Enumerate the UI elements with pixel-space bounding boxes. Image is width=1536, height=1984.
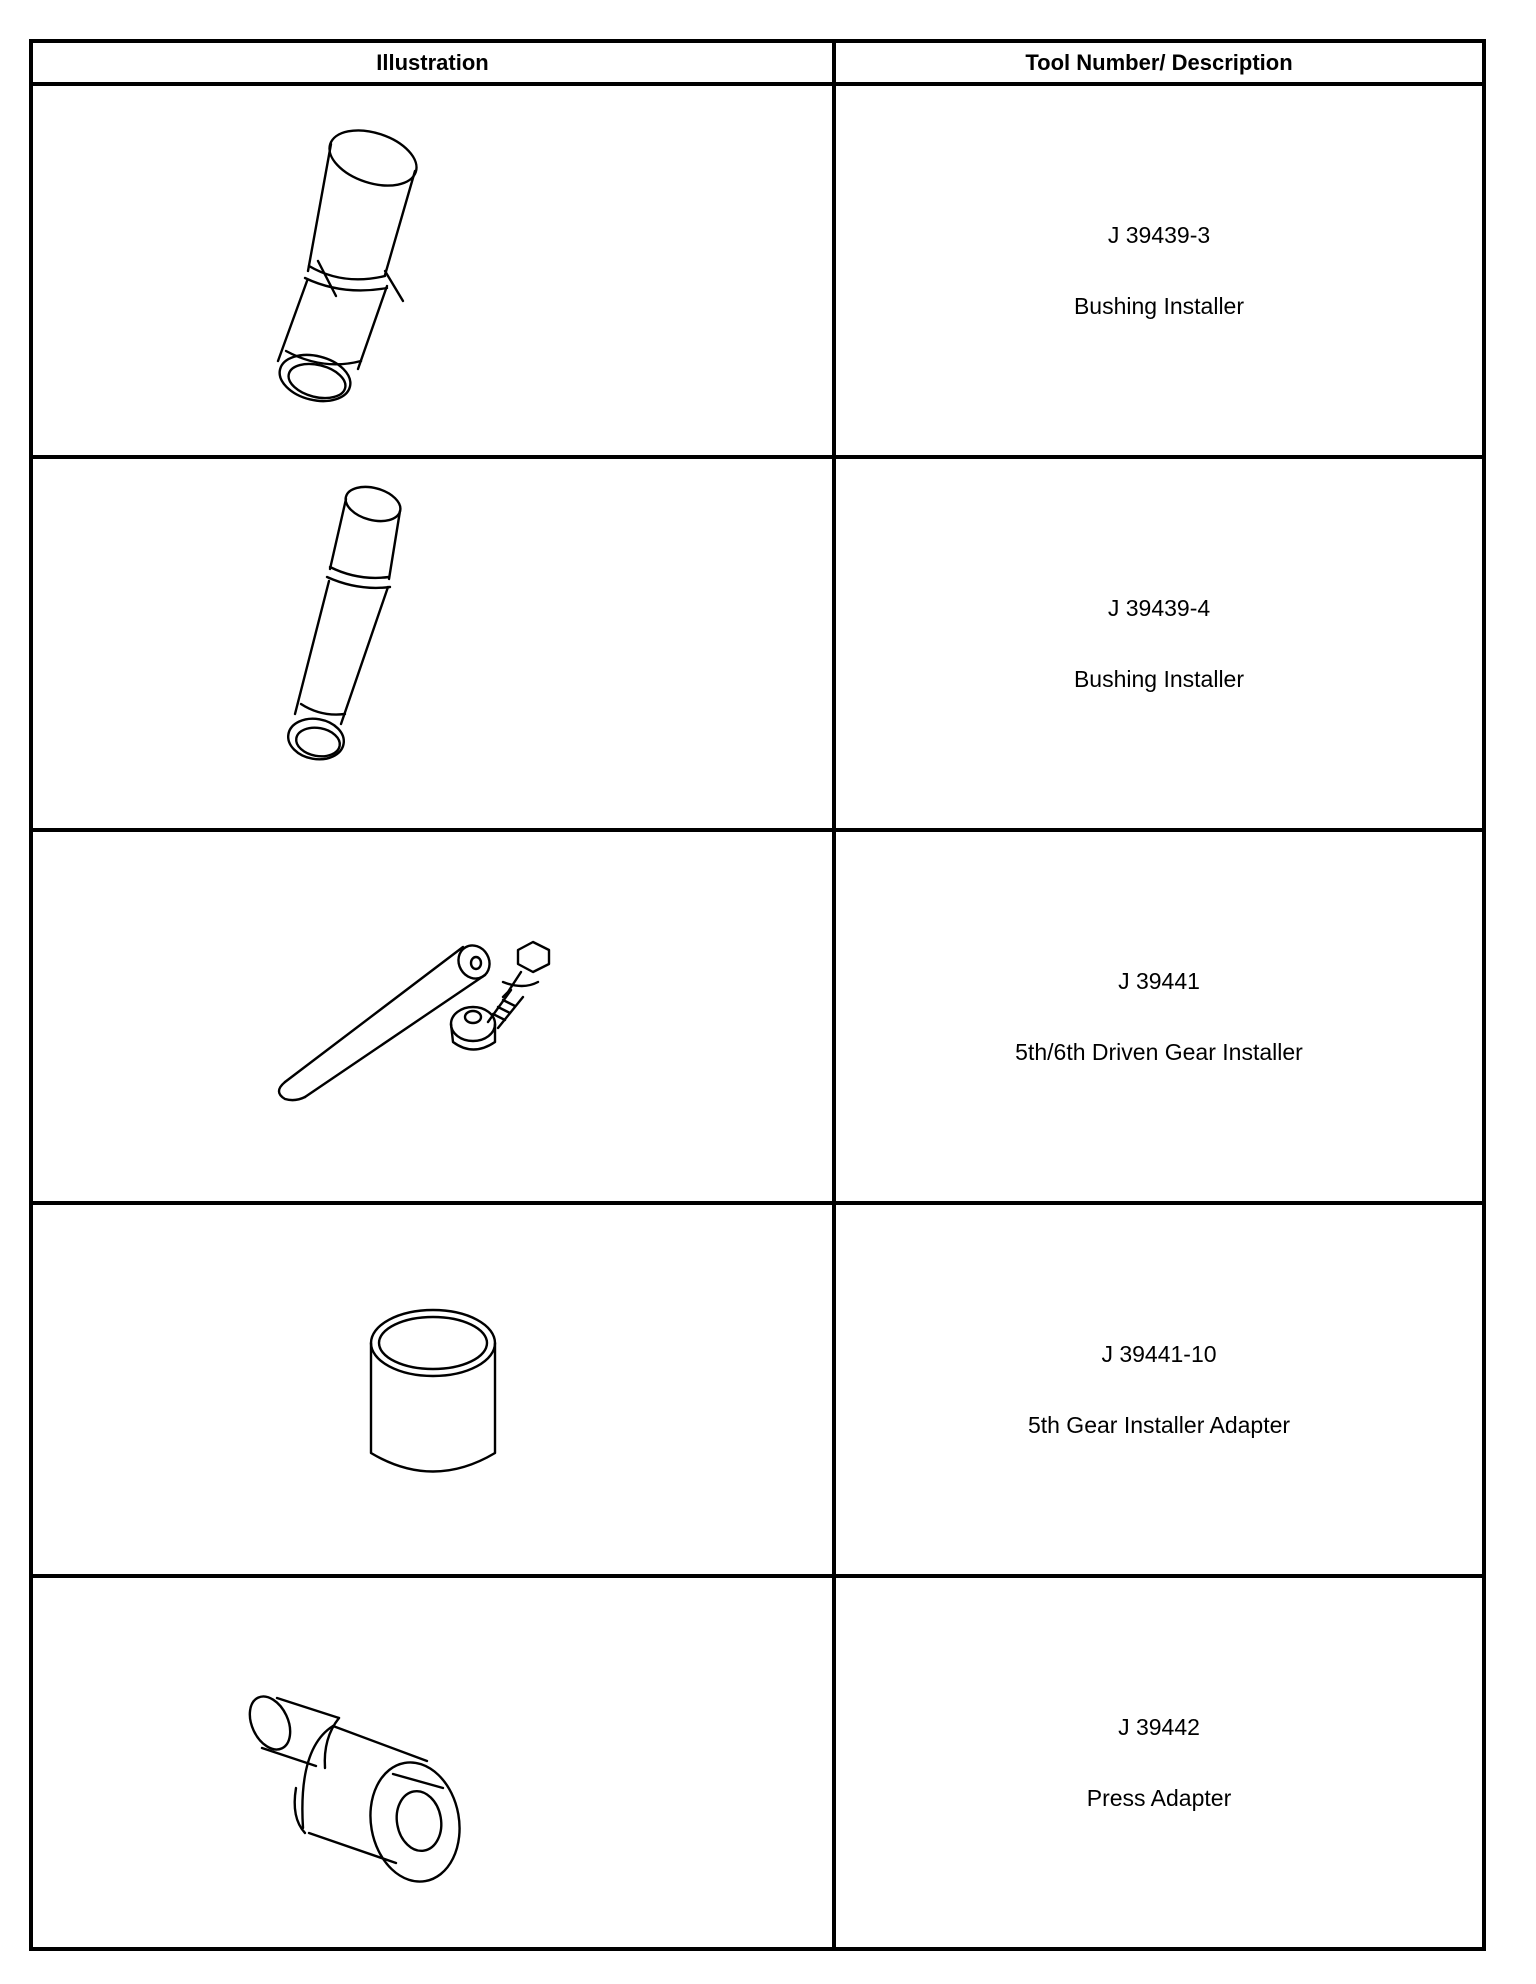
tool-number: J 39439-3 [1107, 221, 1211, 248]
tool-number: J 39441-10 [1101, 1340, 1217, 1367]
table-row [31, 457, 1484, 830]
illustration-cell [31, 457, 834, 830]
tool-description: Press Adapter [1086, 1784, 1232, 1811]
tool-number: J 39441 [1118, 967, 1200, 994]
tool-description: 5th/6th Driven Gear Installer [1015, 1038, 1303, 1065]
tool-cell [834, 84, 1484, 457]
tool-cell [834, 457, 1484, 830]
tool-description: 5th Gear Installer Adapter [1027, 1411, 1291, 1438]
illustration-header: Illustration [31, 41, 834, 84]
tool-description: Bushing Installer [1073, 292, 1245, 319]
tool-number: J 39439-4 [1107, 594, 1211, 621]
table-row [31, 830, 1484, 1203]
bushing-installer-small-icon [33, 459, 836, 828]
tool-description: Bushing Installer [1073, 665, 1245, 692]
tool-cell [834, 830, 1484, 1203]
table-row [31, 84, 1484, 457]
table-row [31, 1203, 1484, 1576]
bushing-installer-large-icon [33, 86, 836, 455]
adapter-cylinder-icon [33, 1205, 836, 1574]
illustration-cell [31, 830, 834, 1203]
tool-cell [834, 1203, 1484, 1576]
table-row [31, 1576, 1484, 1949]
tool-table [29, 39, 1486, 1951]
press-adapter-icon [33, 1578, 836, 1947]
illustration-cell [31, 1576, 834, 1949]
header-row [31, 41, 1484, 84]
illustration-cell [31, 1203, 834, 1576]
gear-installer-kit-icon [33, 832, 836, 1201]
tool-cell [834, 1576, 1484, 1949]
illustration-cell [31, 84, 834, 457]
tool-header: Tool Number/ Description [834, 41, 1484, 84]
tool-number: J 39442 [1118, 1713, 1200, 1740]
